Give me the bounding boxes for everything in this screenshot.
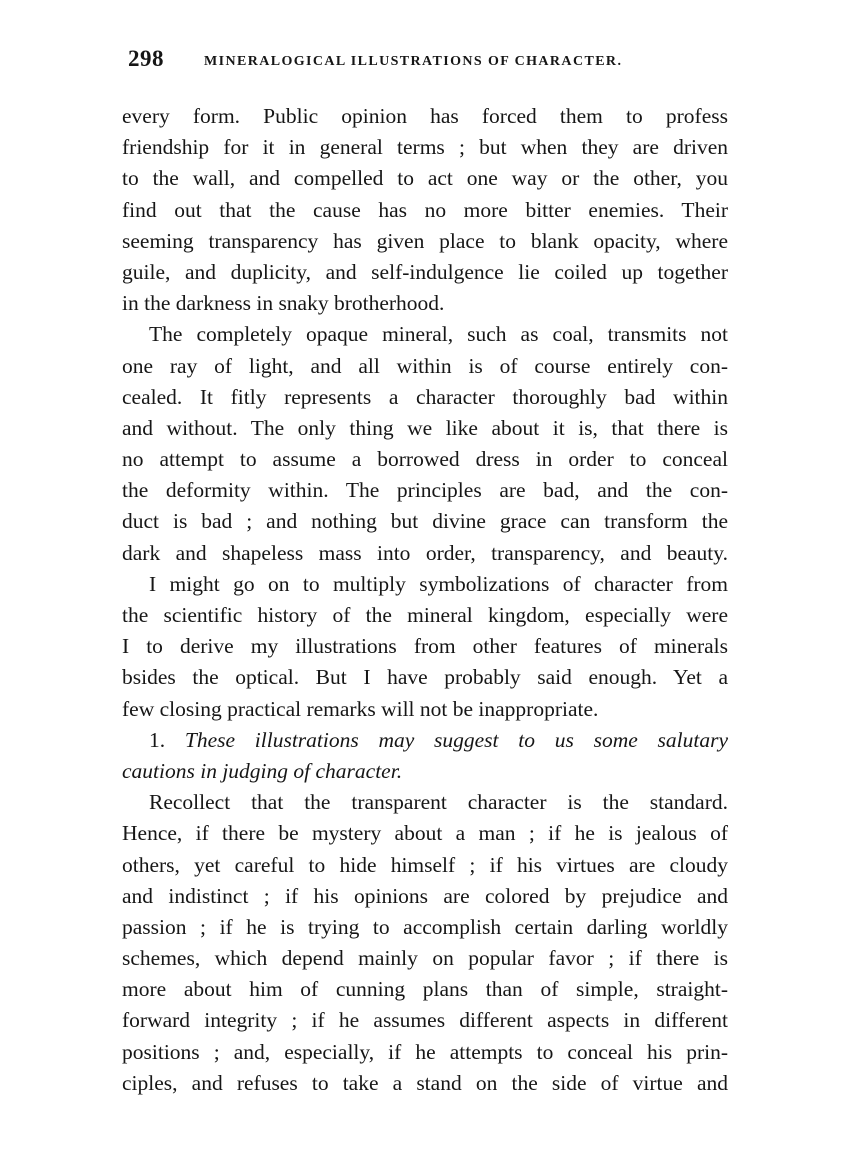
text-line: and without. The only thing we like about it is, that there is	[122, 415, 728, 440]
text-line: forward integrity ; if he assumes different aspects in different	[122, 1008, 728, 1033]
text-line: Hence, if there be mystery about a man ; if he is jealous of	[122, 821, 728, 846]
running-title: MINERALOGICAL ILLUSTRATIONS OF CHARACTER.	[204, 54, 623, 69]
page-number: 298	[128, 46, 164, 71]
text-line: I to derive my illustrations from other features of minerals	[122, 634, 728, 659]
text-line: more about him of cunning plans than of simple, straight-	[122, 977, 728, 1002]
text-line: every form. Public opinion has forced them to profess	[122, 104, 728, 128]
text-line: and indistinct ; if his opinions are colored by prejudice and	[122, 883, 728, 908]
body-text	[122, 101, 734, 1099]
text-line: I might go on to multiply symbolizations of character from	[149, 571, 728, 596]
text-line: seeming transparency has given place to blank opacity, where	[122, 228, 728, 253]
text-line: in the darkness in snaky brotherhood.	[122, 291, 445, 316]
text-line: no attempt to assume a borrowed dress in order to conceal	[122, 447, 728, 472]
text-line: find out that the cause has no more bitter enemies. Their	[122, 197, 728, 222]
text-line: others, yet careful to hide himself ; if his virtues are cloudy	[122, 852, 728, 877]
section-heading-line	[122, 725, 728, 756]
text-line: schemes, which depend mainly on popular favor ; if there is	[122, 946, 728, 971]
text-line: few closing practical remarks will not be inappropriate.	[122, 696, 599, 721]
text-line: cealed. It fitly represents a character thoroughly bad within	[122, 384, 728, 409]
section-heading-line: cautions in judging of character.	[122, 758, 403, 783]
text-line: duct is bad ; and nothing but divine grace can transform the	[122, 509, 728, 534]
text-line: friendship for it in general terms ; but when they are driven	[122, 135, 728, 160]
text-line: one ray of light, and all within is of course entirely con-	[122, 353, 728, 378]
text-line: dark and shapeless mass into order, transparency, and beauty.	[122, 540, 728, 565]
running-head	[128, 46, 748, 80]
text-line: passion ; if he is trying to accomplish certain darling worldly	[122, 914, 728, 939]
text-line: Recollect that the transparent character is the standard.	[149, 790, 728, 815]
section-number: 1.	[149, 727, 166, 752]
text-line: to the wall, and compelled to act one way or the other, you	[122, 166, 728, 191]
section-heading-text: These illustrations may suggest to us some salutary	[184, 727, 729, 752]
text-line: the deformity within. The principles are bad, and the con-	[122, 478, 728, 503]
text-line: the scientific history of the mineral kingdom, especially were	[122, 603, 728, 627]
text-line: ciples, and refuses to take a stand on the side of virtue and	[122, 1070, 728, 1095]
text-line: The completely opaque mineral, such as coal, transmits not	[149, 322, 728, 347]
text-line: guile, and duplicity, and self-indulgence lie coiled up together	[122, 259, 728, 284]
text-line: positions ; and, especially, if he attempts to conceal his prin-	[122, 1039, 728, 1064]
text-line: bsides the optical. But I have probably said enough. Yet a	[122, 665, 728, 690]
